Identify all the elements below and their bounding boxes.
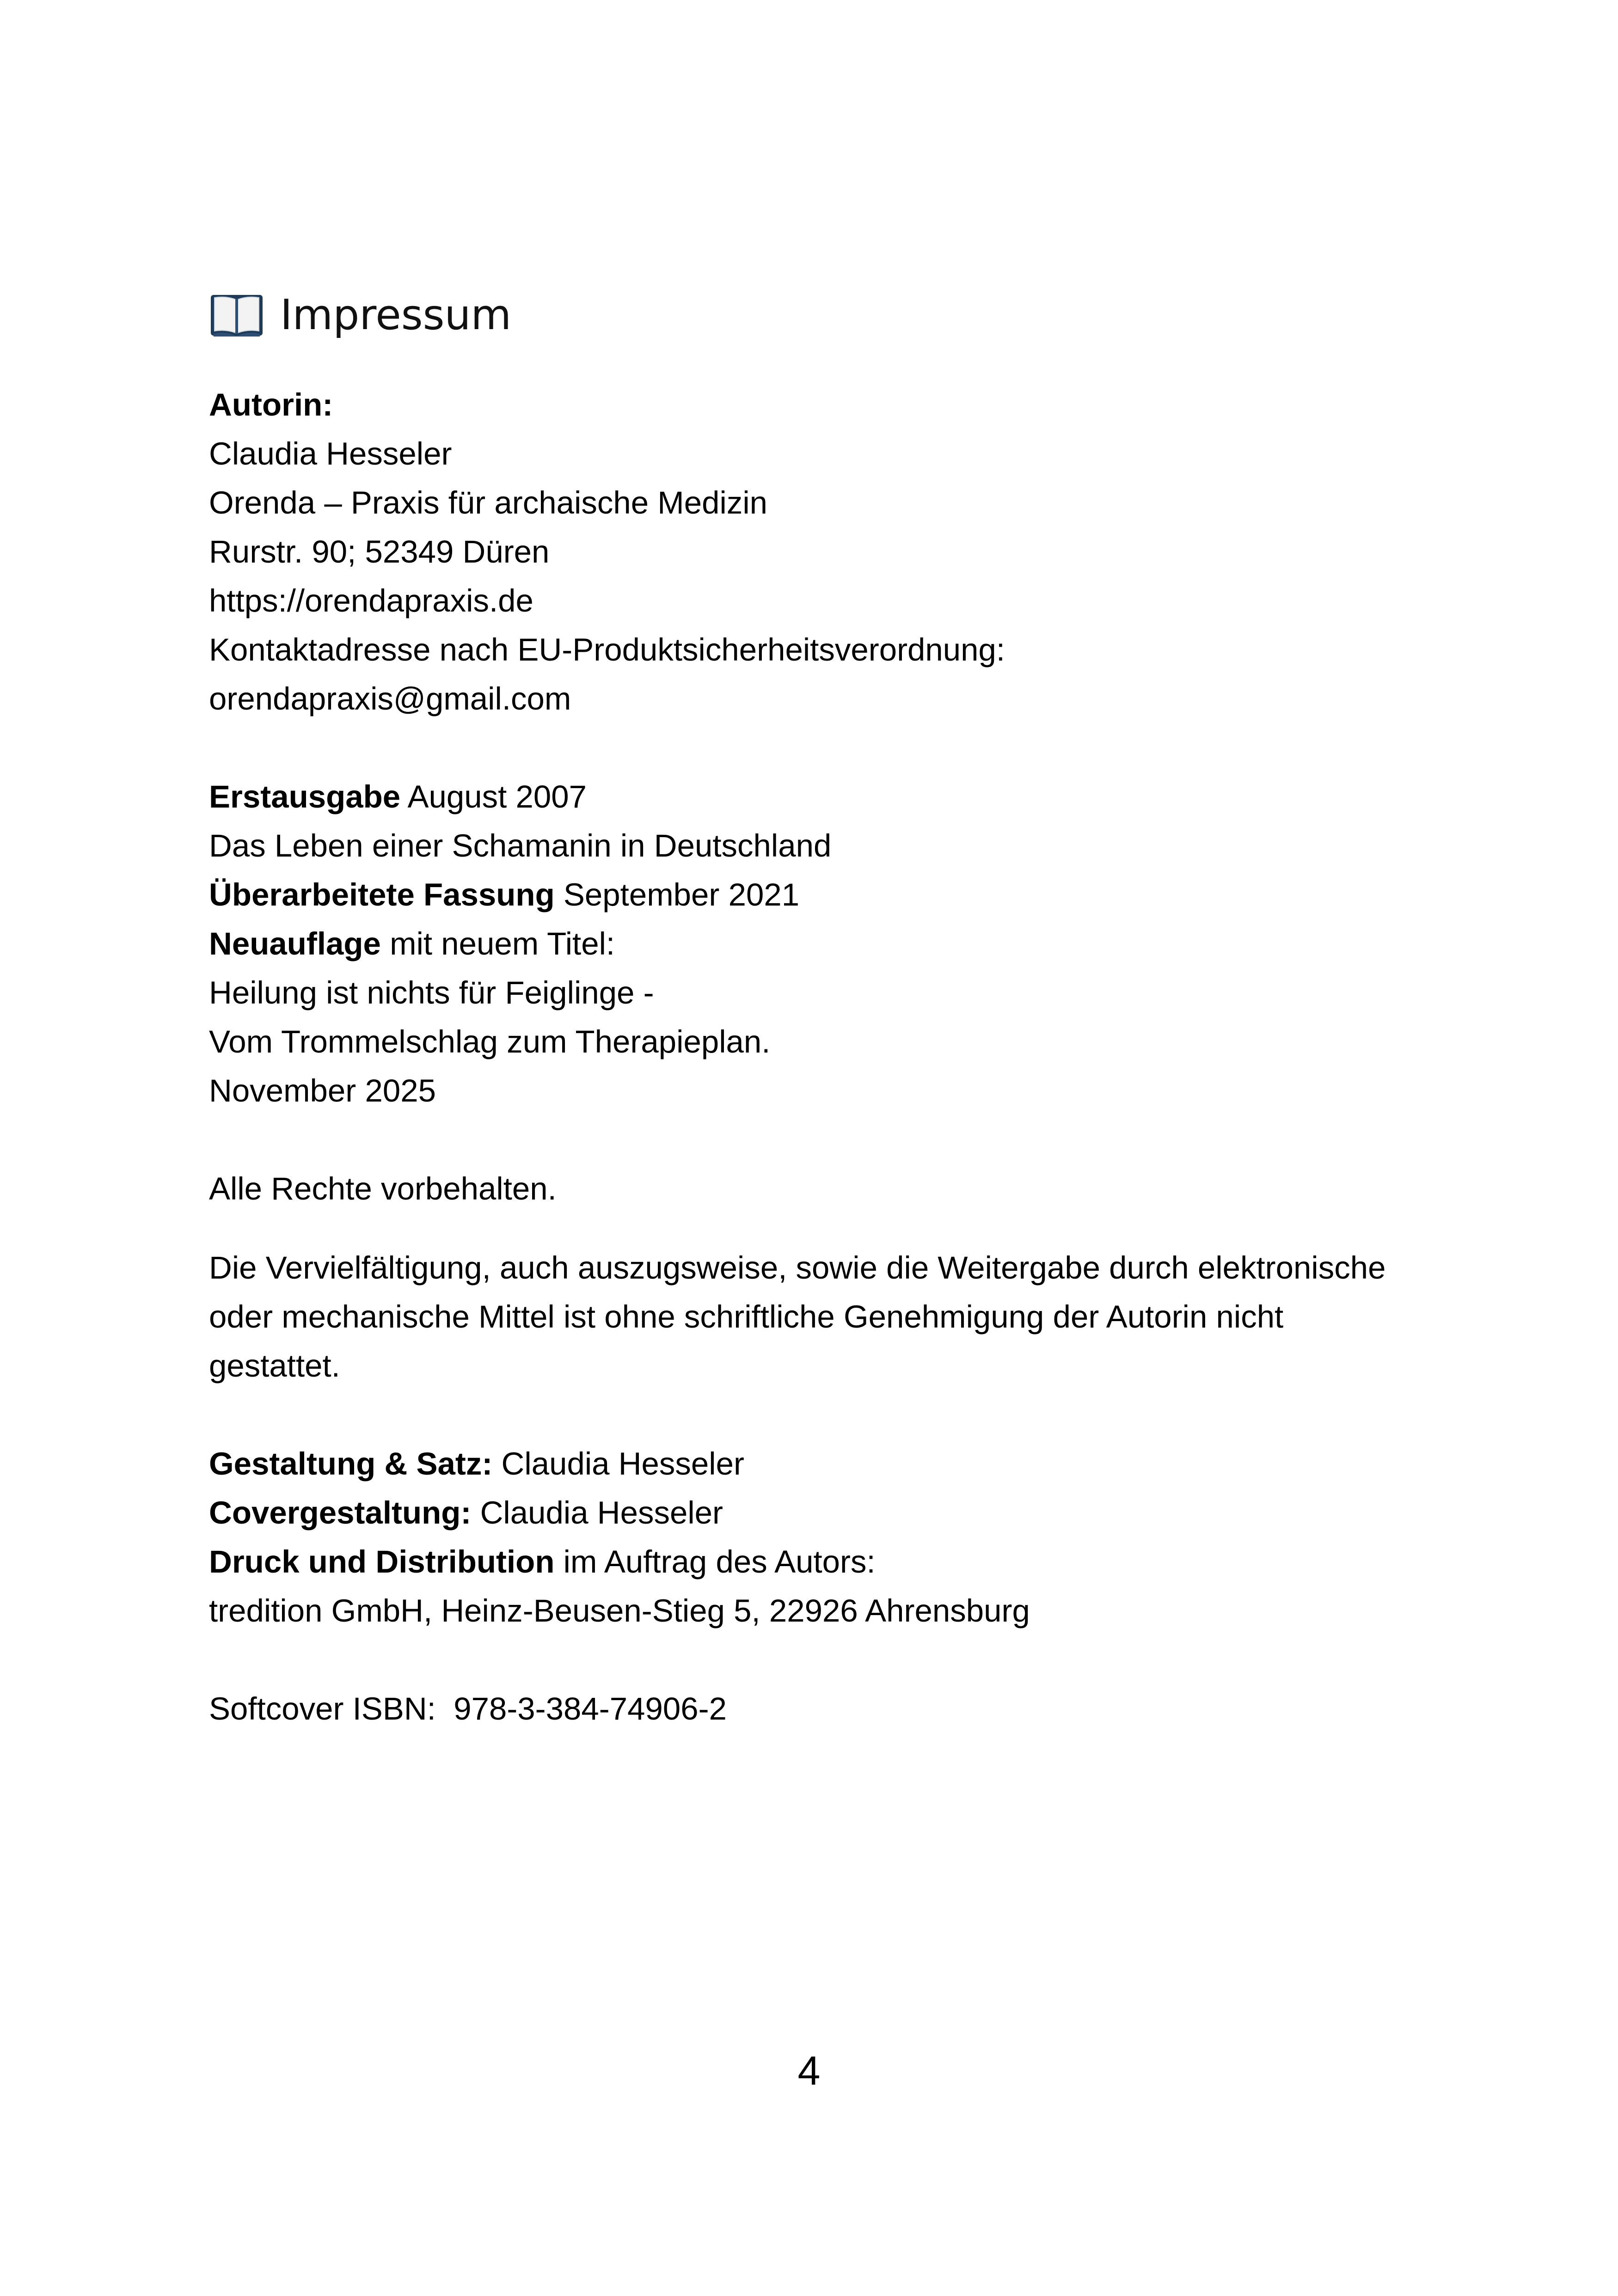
isbn: Softcover ISBN: 978-3-384-74906-2 xyxy=(209,1691,727,1727)
author-address: Rurstr. 90; 52349 Düren xyxy=(209,534,550,569)
impressum-heading xyxy=(209,287,511,344)
print-credit-text: im Auftrag des Autors: xyxy=(554,1544,876,1580)
impressum-body xyxy=(209,380,1457,1733)
design-credit-label: Gestaltung & Satz: xyxy=(209,1446,493,1482)
cover-credit-label: Covergestaltung: xyxy=(209,1495,472,1531)
open-book-icon xyxy=(209,291,264,339)
page-title: Impressum xyxy=(280,291,512,339)
author-label-line xyxy=(209,380,1457,429)
new-edition-label: Neuauflage xyxy=(209,926,381,961)
first-edition-line xyxy=(209,772,1457,821)
author-name: Claudia Hesseler xyxy=(209,436,452,471)
author-practice: Orenda – Praxis für archaische Medizin xyxy=(209,485,768,520)
design-credit-name: Claudia Hesseler xyxy=(492,1446,744,1482)
print-credit-line xyxy=(209,1537,1457,1586)
author-email: orendapraxis@gmail.com xyxy=(209,681,571,716)
spacer xyxy=(209,1115,1457,1164)
contact-note: Kontaktadresse nach EU-Produktsicherheitsverordnung: xyxy=(209,632,1005,667)
spacer xyxy=(209,1390,1457,1439)
new-title-line-1: Heilung ist nichts für Feiglinge - xyxy=(209,975,654,1010)
new-edition-date: November 2025 xyxy=(209,1073,436,1108)
author-website: https://orendapraxis.de xyxy=(209,583,533,618)
revised-edition-label: Überarbeitete Fassung xyxy=(209,877,555,912)
author-label: Autorin: xyxy=(209,387,333,422)
revised-edition-line xyxy=(209,870,1457,919)
spacer xyxy=(209,1213,1457,1243)
new-edition-line xyxy=(209,919,1457,968)
rights-notice: Die Vervielfältigung, auch auszugsweise, sowie die Weitergabe durch elektronische oder mechanische Mittel ist ohne schriftliche Genehmigung der Autorin nicht gestattet. xyxy=(209,1250,1386,1384)
cover-credit-name: Claudia Hesseler xyxy=(471,1495,723,1531)
first-edition-label: Erstausgabe xyxy=(209,779,401,814)
first-edition-title: Das Leben einer Schamanin in Deutschland xyxy=(209,828,832,863)
print-credit-label: Druck und Distribution xyxy=(209,1544,555,1580)
page-number: 4 xyxy=(797,2048,821,2094)
publisher-address: tredition GmbH, Heinz-Beusen-Stieg 5, 22926 Ahrensburg xyxy=(209,1593,1030,1629)
rights-reserved: Alle Rechte vorbehalten. xyxy=(209,1171,557,1206)
cover-credit-line xyxy=(209,1488,1457,1537)
new-edition-text: mit neuem Titel: xyxy=(380,926,615,961)
design-credit-line xyxy=(209,1439,1457,1488)
new-title-line-2: Vom Trommelschlag zum Therapieplan. xyxy=(209,1024,771,1059)
first-edition-date: August 2007 xyxy=(400,779,587,814)
spacer xyxy=(209,723,1457,772)
spacer xyxy=(209,1635,1457,1684)
revised-edition-date: September 2021 xyxy=(554,877,800,912)
